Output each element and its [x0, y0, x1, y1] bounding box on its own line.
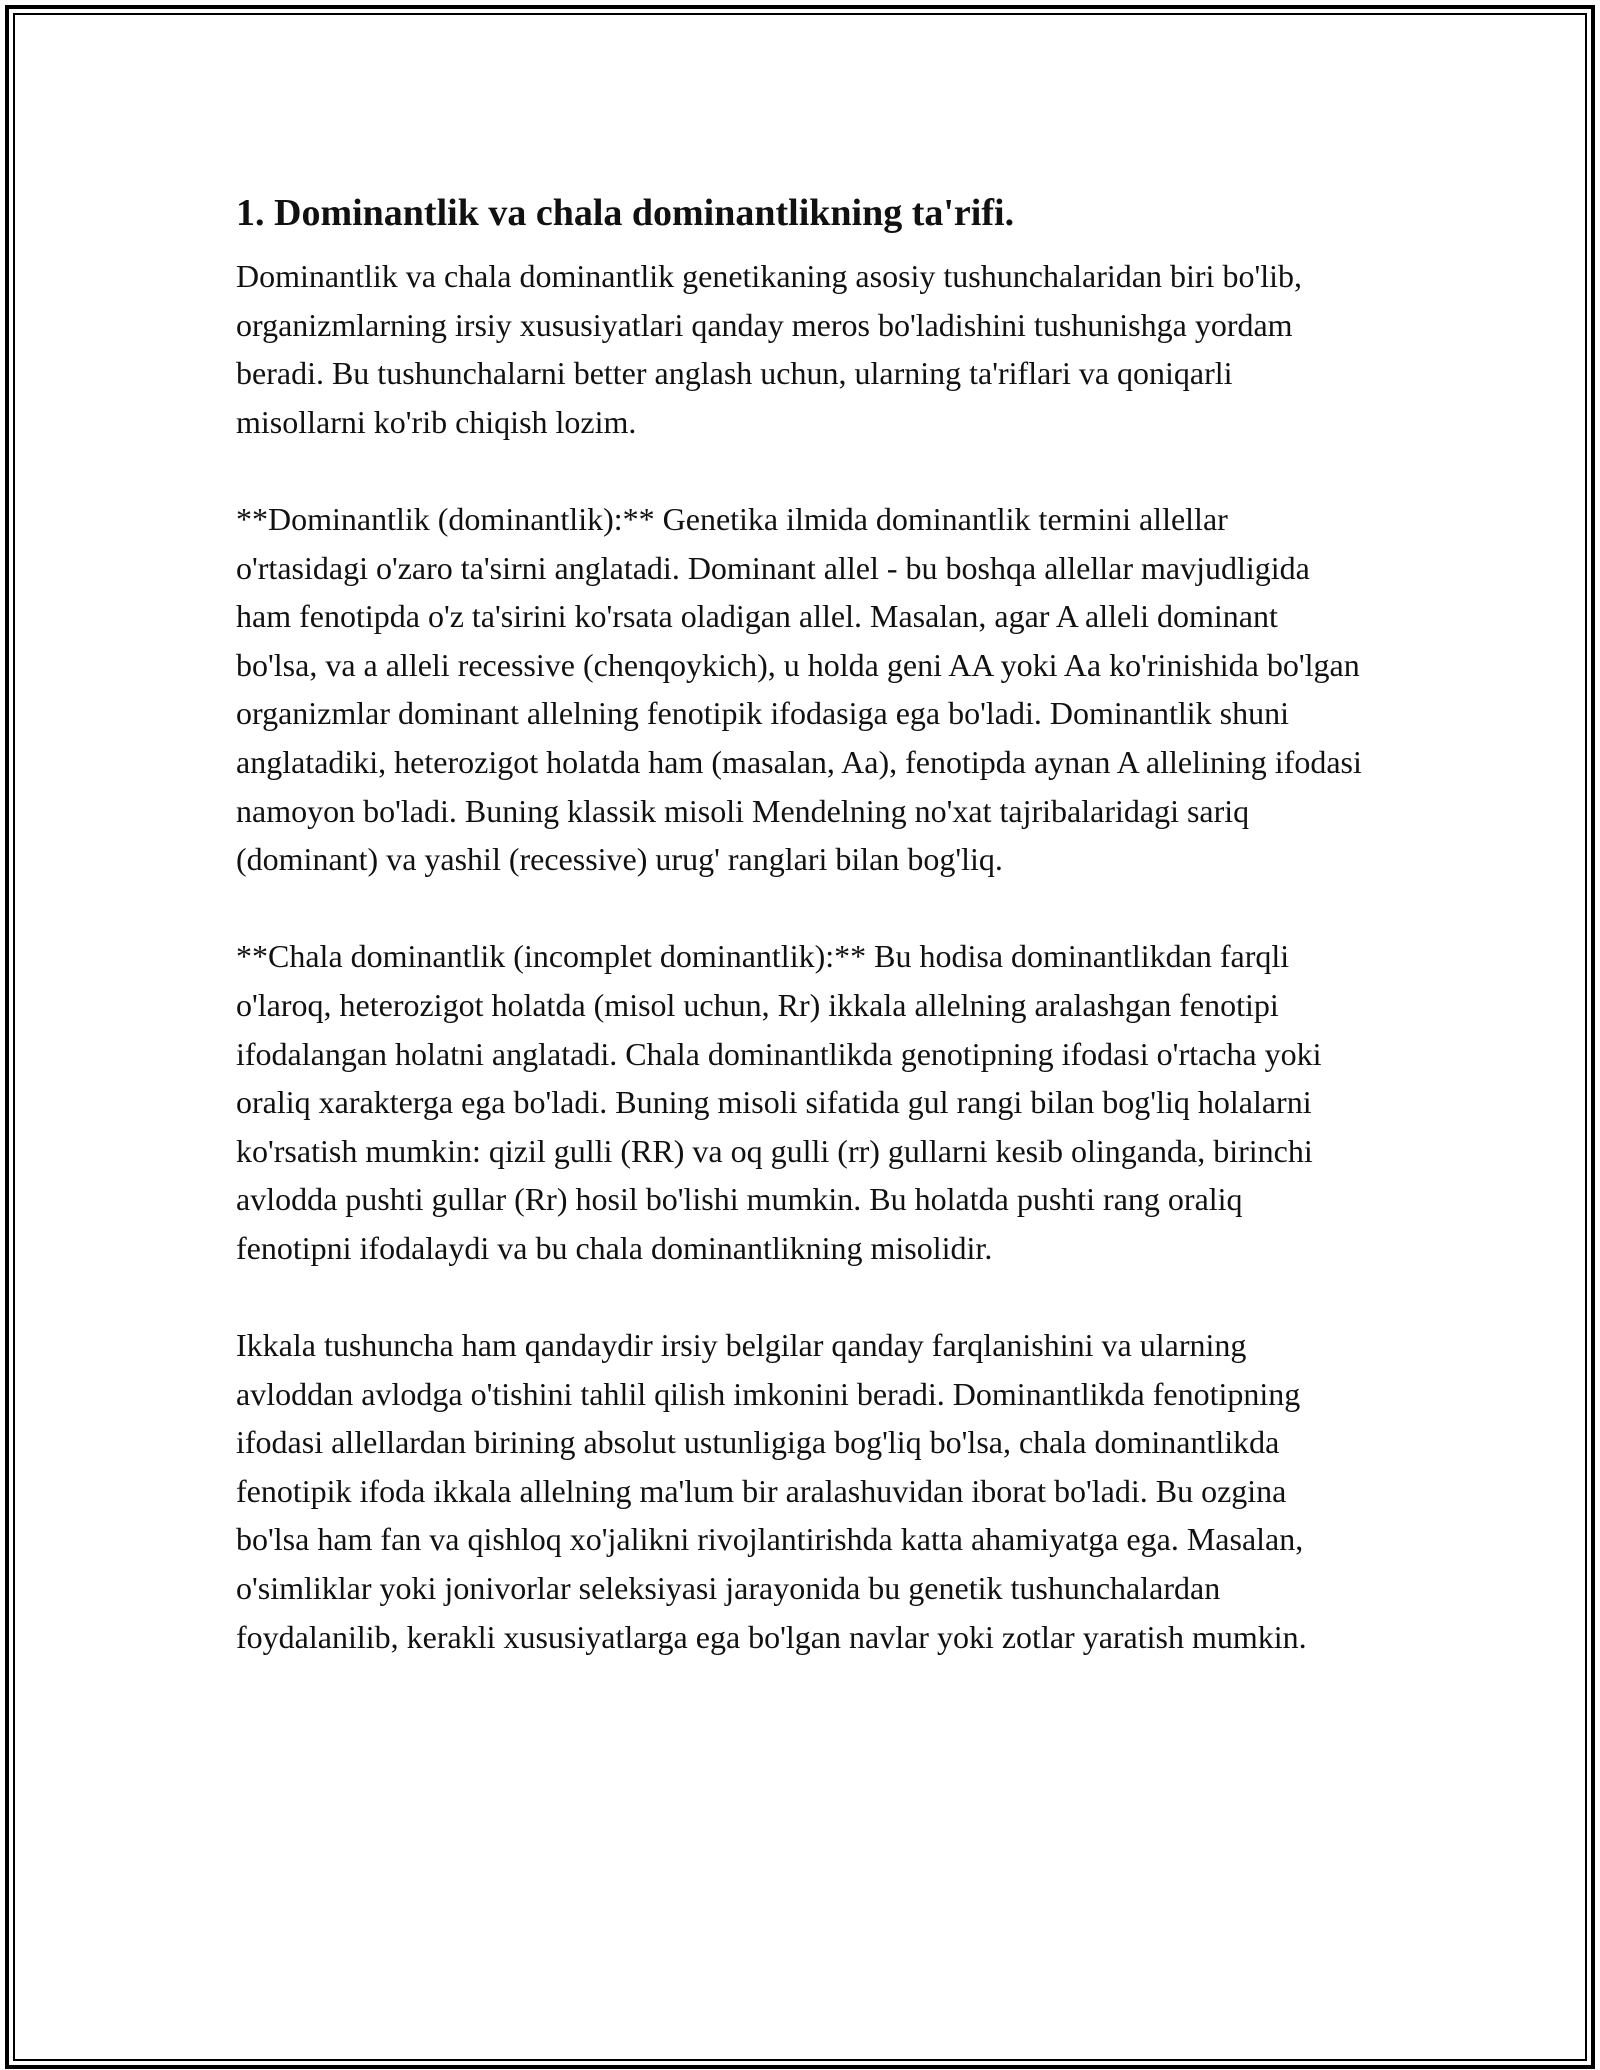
paragraph-conclusion: Ikkala tushuncha ham qandaydir irsiy belgilar qanday farqlanishini va ularning avloddan avlodga o'tishini tahlil qilish imkonini beradi. Dominantlikda fenotipning ifodasi allellardan birining absolut ustunligiga bog'liq bo'lsa, chala dominantlikda fenotipik ifoda ikkala allelning ma'lum bir aralashuvidan iborat bo'ladi. Bu ozgina bo'lsa ham fan va qishloq xo'jalikni rivojlantirishda katta ahamiyatga ega. Masalan, o'simliklar yoki jonivorlar seleksiyasi jarayonida bu genetik tushunchalardan foydalanilib, kerakli xususiyatlarga ega bo'lgan navlar yoki zotlar yaratish mumkin. [236, 1327, 1307, 1655]
paragraph-dominance: **Dominantlik (dominantlik):** Genetika ilmida dominantlik termini allellar o'rtasidagi o'zaro ta'sirni anglatadi. Dominant allel - bu boshqa allellar mavjudligida ham fenotipda o'z ta'sirini ko'rsata oladigan allel. Masalan, agar A alleli dominant bo'lsa, va a alleli recessive (chenqoykich), u holda geni AA yoki Aa ko'rinishida bo'lgan organizmlar dominant allelning fenotipik ifodasiga ega bo'ladi. Dominantlik shuni anglatadiki, heterozigot holatda ham (masalan, Aa), fenotipda aynan A allelining ifodasi namoyon bo'ladi. Buning klassik misoli Mendelning no'xat tajribalaridagi sariq (dominant) va yashil (recessive) urug' ranglari bilan bog'liq. [236, 500, 1362, 878]
section-heading: 1. Dominantlik va chala dominantlikning ta'rifi. [236, 192, 1015, 234]
paragraph-intro: Dominantlik va chala dominantlik genetikaning asosiy tushunchalaridan biri bo'lib, organizmlarning irsiy xususiyatlari qanday meros bo'ladishini tushunishga yordam beradi. Bu tushunchalarni better anglash uchun, ularning ta'riflari va qoniqarli misollarni ko'rib chiqish lozim. [236, 258, 1302, 440]
paragraph-incomplete-dominance: **Chala dominantlik (incomplet dominantlik):** Bu hodisa dominantlikdan farqli o'laroq, heterozigot holatda (misol uchun, Rr) ikkala allelning aralashgan fenotipi ifodalangan holatni anglatadi. Chala dominantlikda genotipning ifodasi o'rtacha yoki oraliq xarakterga ega bo'ladi. Buning misoli sifatida gul rangi bilan bog'liq holalarni ko'rsatish mumkin: qizil gulli (RR) va oq gulli (rr) gullarni kesib olinganda, birinchi avlodda pushti gullar (Rr) hosil bo'lishi mumkin. Bu holatda pushti rang oraliq fenotipni ifodalaydi va bu chala dominantlikning misolidir. [236, 938, 1322, 1266]
document-body [236, 188, 1366, 1661]
